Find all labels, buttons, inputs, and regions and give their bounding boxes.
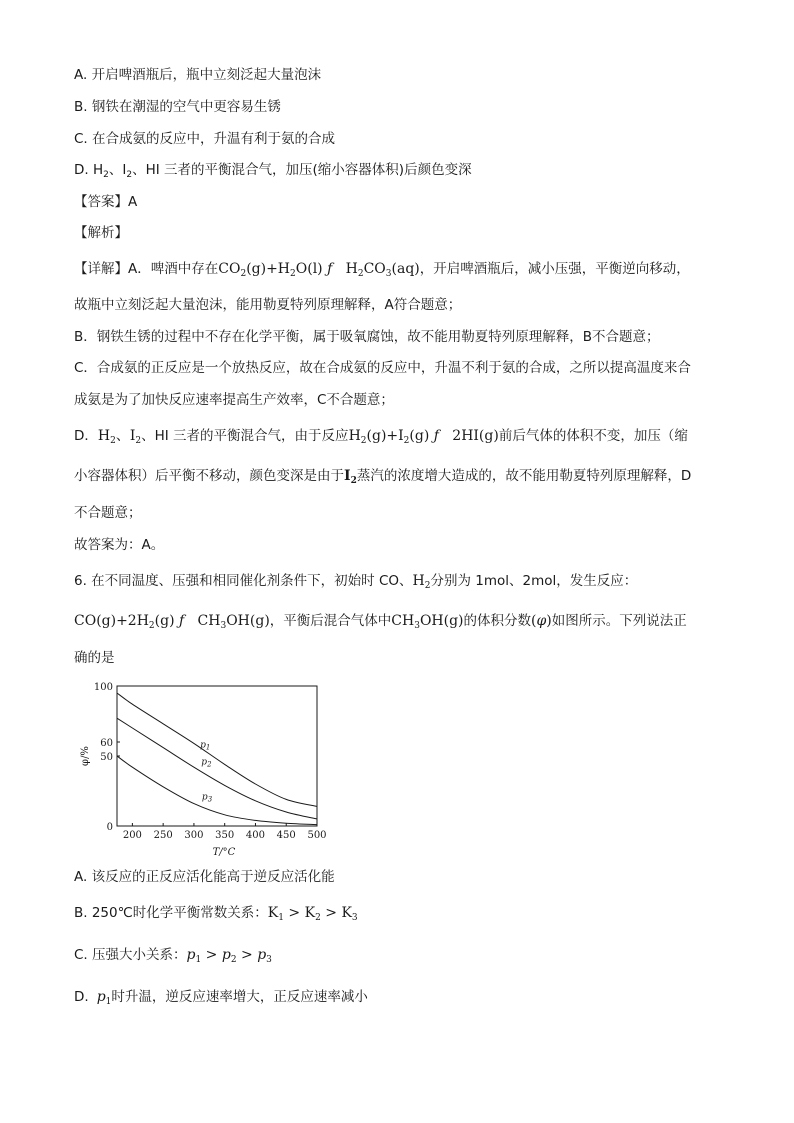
detail-line-1 <box>74 259 690 284</box>
detail-line-6 <box>74 426 688 451</box>
beer-equilibrium-equation: $CO_2(g)+H_2O(l)$ ƒ $H_2CO_3(aq)$ <box>218 261 420 279</box>
detail-line-7-prefix: 小容器体积）后平衡不移动，颜色变深是由于 <box>74 468 344 484</box>
detail-line-1-prefix: 【详解】A．啤酒中存在 <box>74 261 219 277</box>
prev-option-d-prefix: D. H <box>74 162 104 178</box>
question-6-line-2-part-1: ，平衡后混合气体中 <box>269 613 392 629</box>
curve-label-p1: $p_1$ <box>200 740 211 752</box>
detail-line-7-suffix: 蒸汽的浓度增大造成的，故不能用勒夏特列原理解释，D <box>356 468 692 484</box>
detail-line-4: C．合成氨的正反应是一个放热反应，故在合成氨的反应中，升温不利于氨的合成，之所以提高温度来合 <box>74 360 691 376</box>
curve-p1 <box>117 693 317 806</box>
analysis-label: 【解析】 <box>74 225 128 241</box>
option-d-text: 时升温，逆反应速率增大，正反应速率减小 <box>111 989 368 1005</box>
prev-option-d: D. $H_2$、$I_2$、HI 三者的平衡混合气，加压(缩小容器体积)后颜色变深 <box>74 162 472 180</box>
question-6-line-3: 确的是 <box>74 650 115 666</box>
equilibrium-constant-relation: $K_1 > K_2 > K_3$ <box>267 905 358 923</box>
prev-option-b: B. 钢铁在潮湿的空气中更容易生锈 <box>74 99 281 115</box>
detail-line-7 <box>74 466 691 491</box>
question-6-line-1 <box>74 571 637 596</box>
phi-symbol: (φ) <box>531 613 552 629</box>
y-tick-label: 60 <box>100 738 113 749</box>
x-tick-label: 350 <box>215 830 235 841</box>
detail-line-6-prefix: D． <box>74 428 98 444</box>
x-tick-label: 300 <box>184 830 204 841</box>
detail-line-9: 故答案为：A。 <box>74 537 165 553</box>
h2-i2-species: $H_2$、$I_2$ <box>97 428 142 446</box>
pressure-relation: $p_1 > p_2 > p_3$ <box>186 947 272 965</box>
option-c <box>74 945 272 970</box>
answer-label: 【答案】A <box>74 194 138 210</box>
phi-vs-temperature-chart <box>72 676 332 864</box>
h2-species: $H_2$ <box>412 573 431 591</box>
y-tick-label: 50 <box>100 752 113 763</box>
curve-label-p3: $p_3$ <box>201 792 213 804</box>
curve-p3 <box>117 756 317 825</box>
prev-option-d-text: 三者的平衡混合气，加压(缩小容器体积)后颜色变深 <box>164 162 472 178</box>
detail-line-6-suffix: 前后气体的体积不变，加压（缩 <box>498 428 688 444</box>
y-tick-label: 100 <box>93 682 113 693</box>
question-6-line-2 <box>74 611 687 636</box>
detail-line-6-mid: 、HI 三者的平衡混合气，由于反应 <box>141 428 349 444</box>
prev-option-c: C. 在合成氨的反应中，升温有利于氨的合成 <box>74 131 336 147</box>
option-a: A. 该反应的正反应活化能高于逆反应活化能 <box>74 869 335 885</box>
detail-line-1-suffix: ，开启啤酒瓶后，减小压强，平衡逆向移动， <box>419 261 690 277</box>
x-tick-label: 250 <box>153 830 173 841</box>
option-b-prefix: B. 250℃时化学平衡常数关系： <box>74 905 268 921</box>
i2-species: $I_2$ <box>344 468 357 486</box>
curve-label-p2: $p_2$ <box>201 757 212 769</box>
option-d: D. $p_1$时升温，逆反应速率增大，正反应速率减小 <box>74 989 368 1007</box>
detail-line-2: 故瓶中立刻泛起大量泡沫，能用勒夏特列原理解释，A符合题意； <box>74 297 462 313</box>
question-6-line-1-suffix: 分别为 1mol、2mol，发生反应： <box>430 573 638 589</box>
x-tick-label: 500 <box>307 830 327 841</box>
x-tick-label: 200 <box>122 830 142 841</box>
option-c-prefix: C. 压强大小关系： <box>74 947 187 963</box>
plot-frame <box>117 686 317 826</box>
y-tick-label: 0 <box>106 822 113 833</box>
question-6-line-2-part-3: 如图所示。下列说法正 <box>551 613 687 629</box>
detail-line-5: 成氨是为了加快反应速率提高生产效率，C不合题意； <box>74 392 394 408</box>
option-b <box>74 903 358 928</box>
prev-option-a: A. 开启啤酒瓶后，瓶中立刻泛起大量泡沫 <box>74 67 322 83</box>
question-6-line-2-part-2: 的体积分数 <box>463 613 532 629</box>
x-tick-label: 400 <box>245 830 266 841</box>
question-6-line-1-prefix: 6. 在不同温度、压强和相同催化剂条件下，初始时 CO、 <box>74 573 413 589</box>
p1-symbol: $p_1$ <box>96 989 112 1007</box>
methanol-species: $CH_3OH(g)$ <box>391 613 464 631</box>
curve-p2 <box>117 718 317 819</box>
detail-line-3: B．钢铁生锈的过程中不存在化学平衡，属于吸氧腐蚀，故不能用勒夏特列原理解释，B不合题意； <box>74 329 660 345</box>
x-tick-label: 450 <box>276 830 296 841</box>
x-axis-label: T/°C <box>212 847 236 858</box>
hi-equilibrium-equation: $H_2(g)+I_2(g)$ ƒ 2HI(g) <box>348 428 499 446</box>
methanol-equilibrium-equation: $CO(g)+2H_2(g)$ ƒ $CH_3OH(g)$ <box>74 613 270 631</box>
detail-line-8: 不合题意； <box>74 505 142 521</box>
y-axis-label: φ/% <box>80 746 91 766</box>
